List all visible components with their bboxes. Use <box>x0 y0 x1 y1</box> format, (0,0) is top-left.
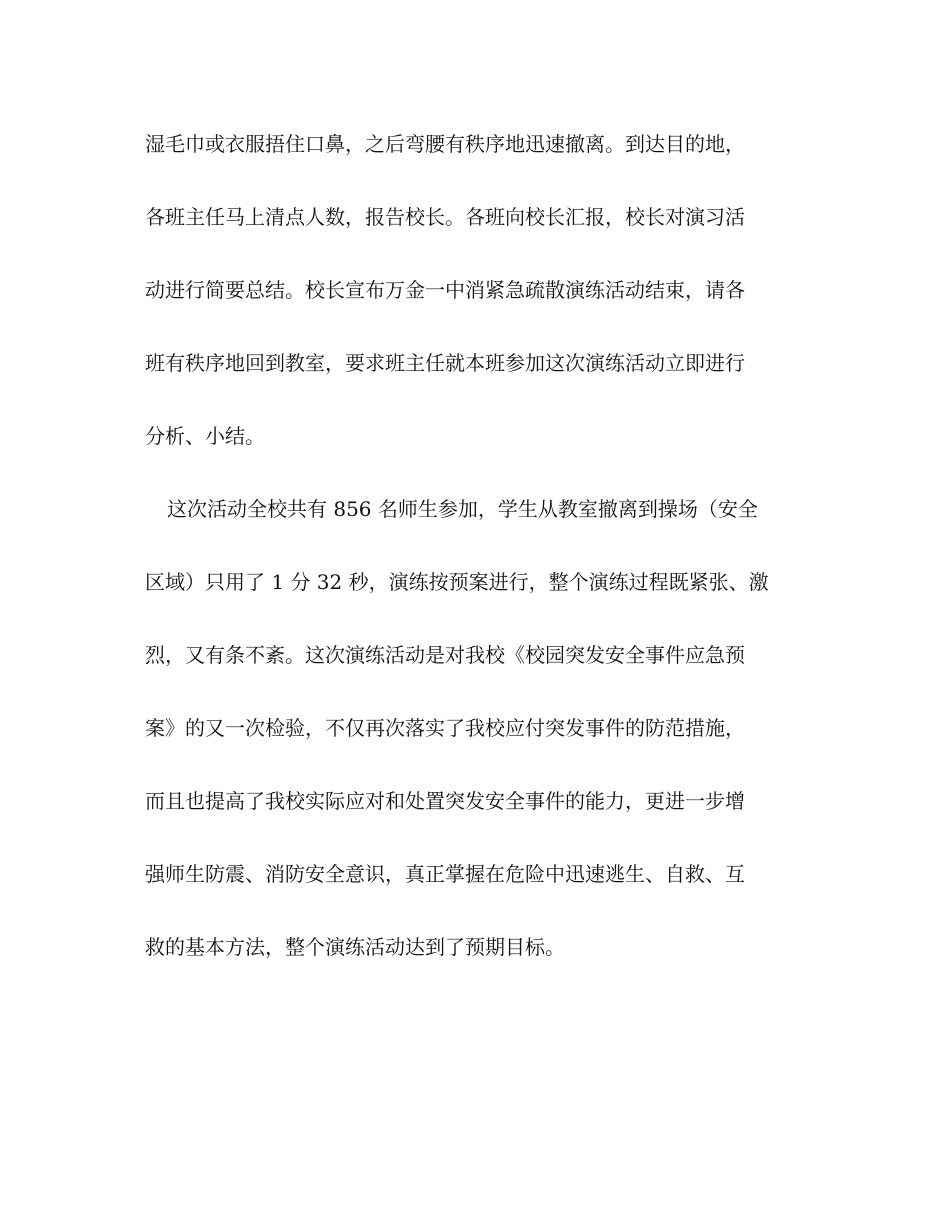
text-line: 分析、小结。 <box>145 424 265 448</box>
text-line: 强师生防震、消防安全意识，真正掌握在危险中迅速逃生、自救、互 <box>145 862 745 886</box>
document-body <box>145 124 815 1000</box>
text-line: 湿毛巾或衣服捂住口鼻，之后弯腰有秩序地迅速撤离。到达目的地， <box>145 132 745 156</box>
text-line: 而且也提高了我校实际应对和处置突发安全事件的能力，更进一步增 <box>145 789 745 813</box>
text-line-paragraph-start: 这次活动全校共有 856 名师生参加，学生从教室撤离到操场（安全 <box>167 497 758 521</box>
text-line: 救的基本方法，整个演练活动达到了预期目标。 <box>145 935 565 959</box>
text-line: 各班主任马上清点人数，报告校长。各班向校长汇报，校长对演习活 <box>145 205 745 229</box>
text-line: 区域）只用了 1 分 32 秒，演练按预案进行，整个演练过程既紧张、激 <box>145 570 769 594</box>
text-line: 动进行简要总结。校长宣布万金一中消紧急疏散演练活动结束，请各 <box>145 278 745 302</box>
text-line: 班有秩序地回到教室，要求班主任就本班参加这次演练活动立即进行 <box>145 351 745 375</box>
text-line: 烈，又有条不紊。这次演练活动是对我校《校园突发安全事件应急预 <box>145 643 745 667</box>
text-line: 案》的又一次检验，不仅再次落实了我校应付突发事件的防范措施， <box>145 716 745 740</box>
